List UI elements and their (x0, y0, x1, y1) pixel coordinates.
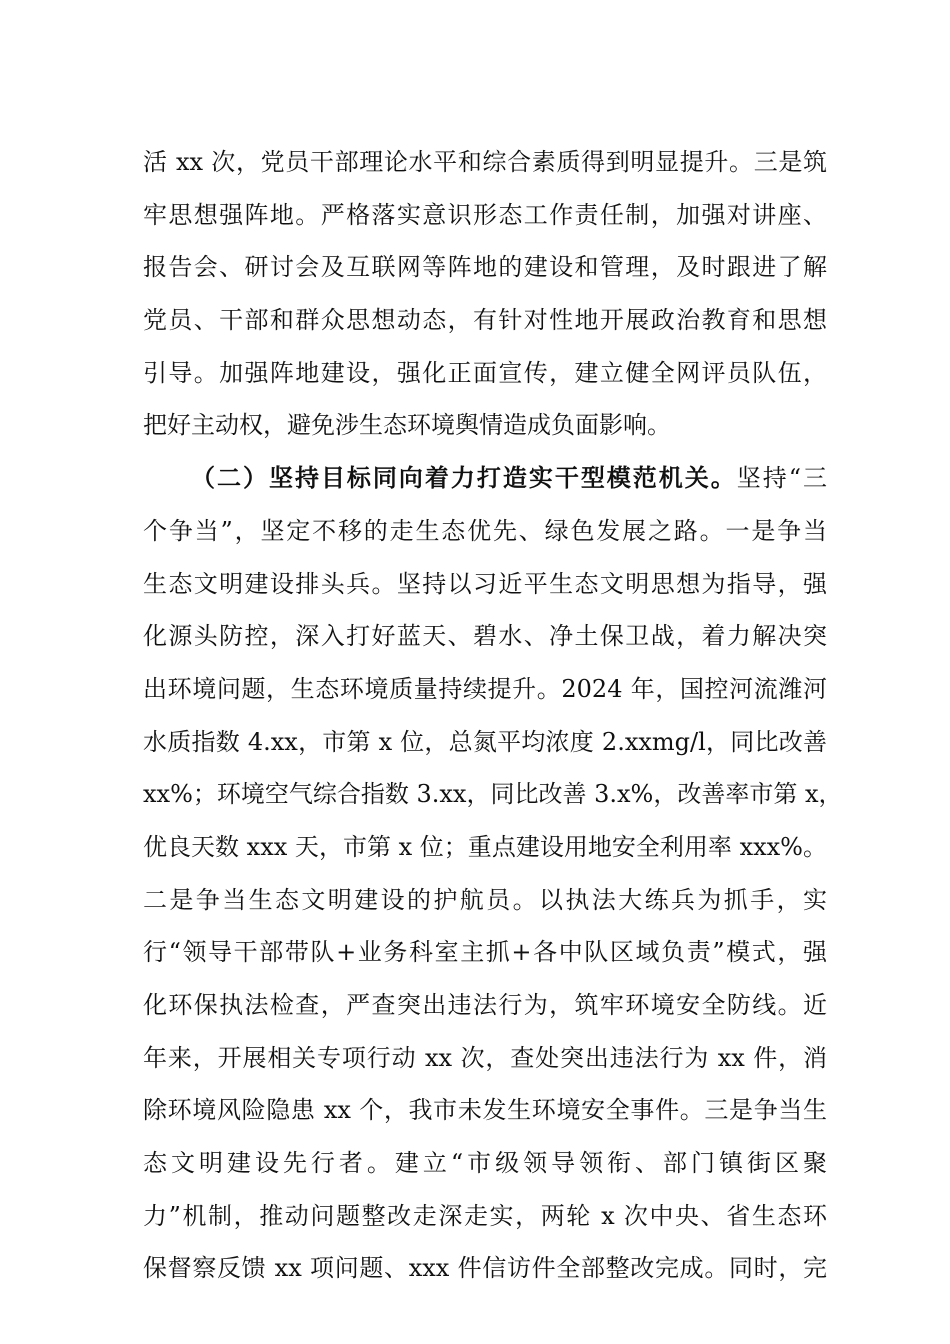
text-line: 化环保执法检查，严查突出违法行为，筑牢环境安全防线。近 (143, 991, 827, 1019)
text-line-heading (143, 452, 827, 505)
text-line: 化源头防控，深入打好蓝天、碧水、净土保卫战，着力解决突 (143, 622, 827, 651)
section-heading: （二）坚持目标同向着力打造实干型模范机关。 (191, 463, 737, 493)
text-line: 二是争当生态文明建设的护航员。以执法大练兵为抓手，实 (143, 885, 827, 914)
text-line: 优良天数 xxx 天，市第 x 位；重点建设用地安全利用率 xxx%。 (143, 832, 827, 861)
text-line: 出环境问题，生态环境质量持续提升。2024 年，国控河流潍河 (143, 674, 827, 703)
paragraph-2 (143, 452, 843, 1295)
heading-line-rest: 坚持“三 (736, 464, 827, 493)
text-line: 保督察反馈 xx 项问题、xxx 件信访件全部整改完成。同时，完 (143, 1254, 827, 1283)
paragraph-1 (143, 136, 827, 452)
text-line: 活 xx 次，党员干部理论水平和综合素质得到明显提升。三是筑 (143, 148, 827, 176)
text-line: 引导。加强阵地建设，强化正面宣传，建立健全网评员队伍， (143, 358, 827, 387)
text-line: 个争当”，坚定不移的走生态优先、绿色发展之路。一是争当 (143, 516, 827, 545)
text-line: 行“领导干部带队+业务科室主抓+各中队区域负责”模式，强 (143, 938, 827, 967)
text-line: 把好主动权，避免涉生态环境舆情造成负面影响。 (143, 411, 671, 440)
text-line: 牢思想强阵地。严格落实意识形态工作责任制，加强对讲座、 (143, 200, 827, 229)
text-line: 除环境风险隐患 xx 个，我市未发生环境安全事件。三是争当生 (143, 1096, 827, 1125)
text-line: 力”机制，推动问题整改走深走实，两轮 x 次中央、省生态环 (143, 1201, 827, 1230)
text-line: 党员、干部和群众思想动态，有针对性地开展政治教育和思想 (143, 306, 827, 335)
text-line: 生态文明建设排头兵。坚持以习近平生态文明思想为指导，强 (143, 569, 827, 598)
text-line: 态文明建设先行者。建立“市级领导领衔、部门镇街区聚 (143, 1149, 827, 1178)
text-line: 水质指数 4.xx，市第 x 位，总氮平均浓度 2.xxmg/l，同比改善 (143, 727, 827, 756)
text-line: 报告会、研讨会及互联网等阵地的建设和管理，及时跟进了解 (143, 253, 827, 282)
text-line: 年来，开展相关专项行动 xx 次，查处突出违法行为 xx 件，消 (143, 1043, 827, 1072)
document-body (143, 136, 843, 1295)
text-line: xx%；环境空气综合指数 3.xx，同比改善 3.x%，改善率市第 x， (143, 780, 843, 809)
